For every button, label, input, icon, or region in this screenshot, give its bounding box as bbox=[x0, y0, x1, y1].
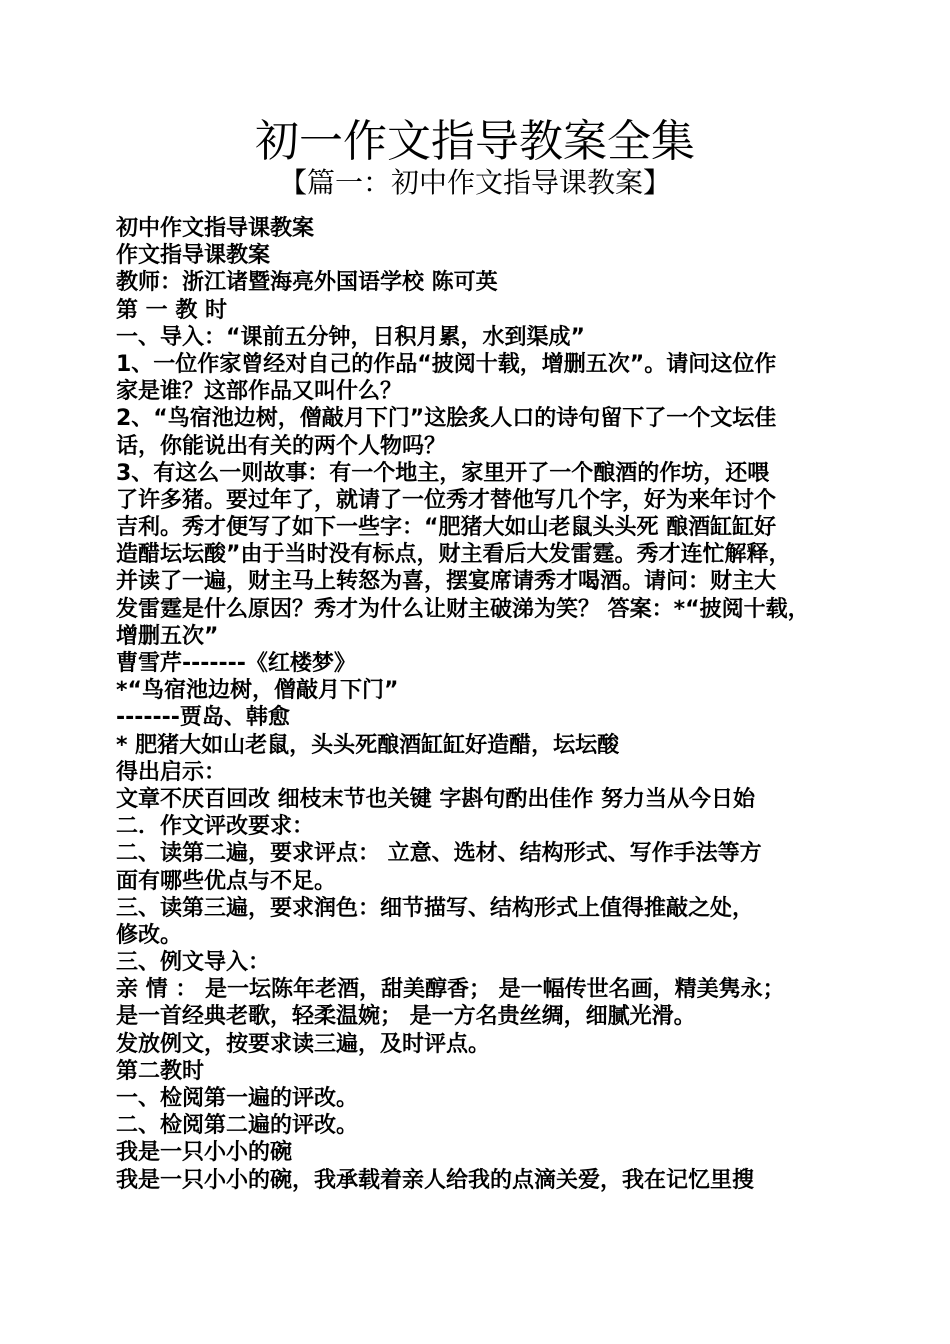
body-line: 二．作文评改要求： bbox=[116, 814, 315, 840]
body-line: 了许多猪。要过年了，就请了一位秀才替他写几个字，好为来年讨个 bbox=[116, 487, 777, 513]
body-line: 造醋坛坛酸”由于当时没有标点，财主看后大发雷霆。秀才连忙解释， bbox=[116, 542, 791, 568]
body-line: 话，你能说出有关的两个人物吗？ bbox=[116, 433, 447, 459]
document-subtitle: 【篇一：初中作文指导课教案】 bbox=[278, 166, 671, 199]
body-line: 文章不厌百回改 细枝末节也关键 字斟句酌出佳作 努力当从今日始 bbox=[116, 786, 755, 812]
body-line: 2、“鸟宿池边树，僧敲月下门”这脍炙人口的诗句留下了一个文坛佳 bbox=[116, 406, 777, 432]
body-line: 二、检阅第二遍的评改。 bbox=[116, 1113, 359, 1139]
body-line: 增删五次” bbox=[116, 623, 219, 649]
body-line: 得出启示： bbox=[116, 759, 227, 785]
body-line: 第 一 教 时 bbox=[116, 297, 227, 323]
body-line: 修改。 bbox=[116, 922, 183, 948]
body-line: 初中作文指导课教案 bbox=[116, 216, 315, 241]
body-line: 曹雪芹-------《红楼梦》 bbox=[116, 651, 356, 676]
body-line: 一、导入：“课前五分钟，日积月累，水到渠成” bbox=[116, 324, 585, 350]
body-line: 并读了一遍，财主马上转怒为喜，摆宴席请秀才喝酒。请问：财主大 bbox=[116, 569, 777, 595]
body-line: 作文指导课教案 bbox=[116, 243, 271, 269]
body-line: 一、检阅第一遍的评改。 bbox=[116, 1086, 359, 1111]
body-line: 第二教时 bbox=[116, 1058, 205, 1084]
body-line: 教师：浙江诸暨海亮外国语学校 陈可英 bbox=[116, 270, 498, 296]
body-line: 1、一位作家曾经对自己的作品“披阅十载，增删五次”。请问这位作 bbox=[116, 351, 777, 377]
body-line: * 肥猪大如山老鼠，头头死酿酒缸缸好造醋，坛坛酸 bbox=[116, 732, 620, 758]
body-line: 三、例文导入： bbox=[116, 950, 271, 976]
body-line: 发雷霆是什么原因？秀才为什么让财主破涕为笑？ 答案：*“披阅十载， bbox=[116, 596, 810, 622]
body-line: *“鸟宿池边树，僧敲月下门” bbox=[116, 678, 399, 704]
body-line: 是一首经典老歌，轻柔温婉； 是一方名贵丝绸，细腻光滑。 bbox=[116, 1004, 696, 1030]
document-title: 初一作文指导教案全集 bbox=[255, 116, 695, 167]
body-line: 3、有这么一则故事：有一个地主，家里开了一个酿酒的作坊，还喂 bbox=[116, 460, 770, 486]
body-line: 面有哪些优点与不足。 bbox=[116, 868, 337, 894]
body-line: 吉利。秀才便写了如下一些字：“肥猪大如山老鼠头头死 酿酒缸缸好 bbox=[116, 515, 777, 541]
body-line: -------贾岛、韩愈 bbox=[116, 705, 290, 731]
body-line: 家是谁？这部作品又叫什么？ bbox=[116, 379, 403, 405]
body-line: 我是一只小小的碗，我承载着亲人给我的点滴关爱，我在记忆里搜 bbox=[116, 1167, 755, 1193]
body-line: 二、读第二遍，要求评点： 立意、选材、结构形式、写作手法等方 bbox=[116, 841, 762, 867]
body-line: 三、读第三遍，要求润色：细节描写、结构形式上值得推敲之处， bbox=[116, 895, 755, 921]
body-line: 发放例文，按要求读三遍，及时评点。 bbox=[116, 1031, 491, 1057]
body-line: 我是一只小小的碗 bbox=[116, 1140, 293, 1166]
body-line: 亲 情 ： 是一坛陈年老酒，甜美醇香； 是一幅传世名画，精美隽永； bbox=[116, 977, 785, 1003]
document-body bbox=[116, 215, 846, 1194]
